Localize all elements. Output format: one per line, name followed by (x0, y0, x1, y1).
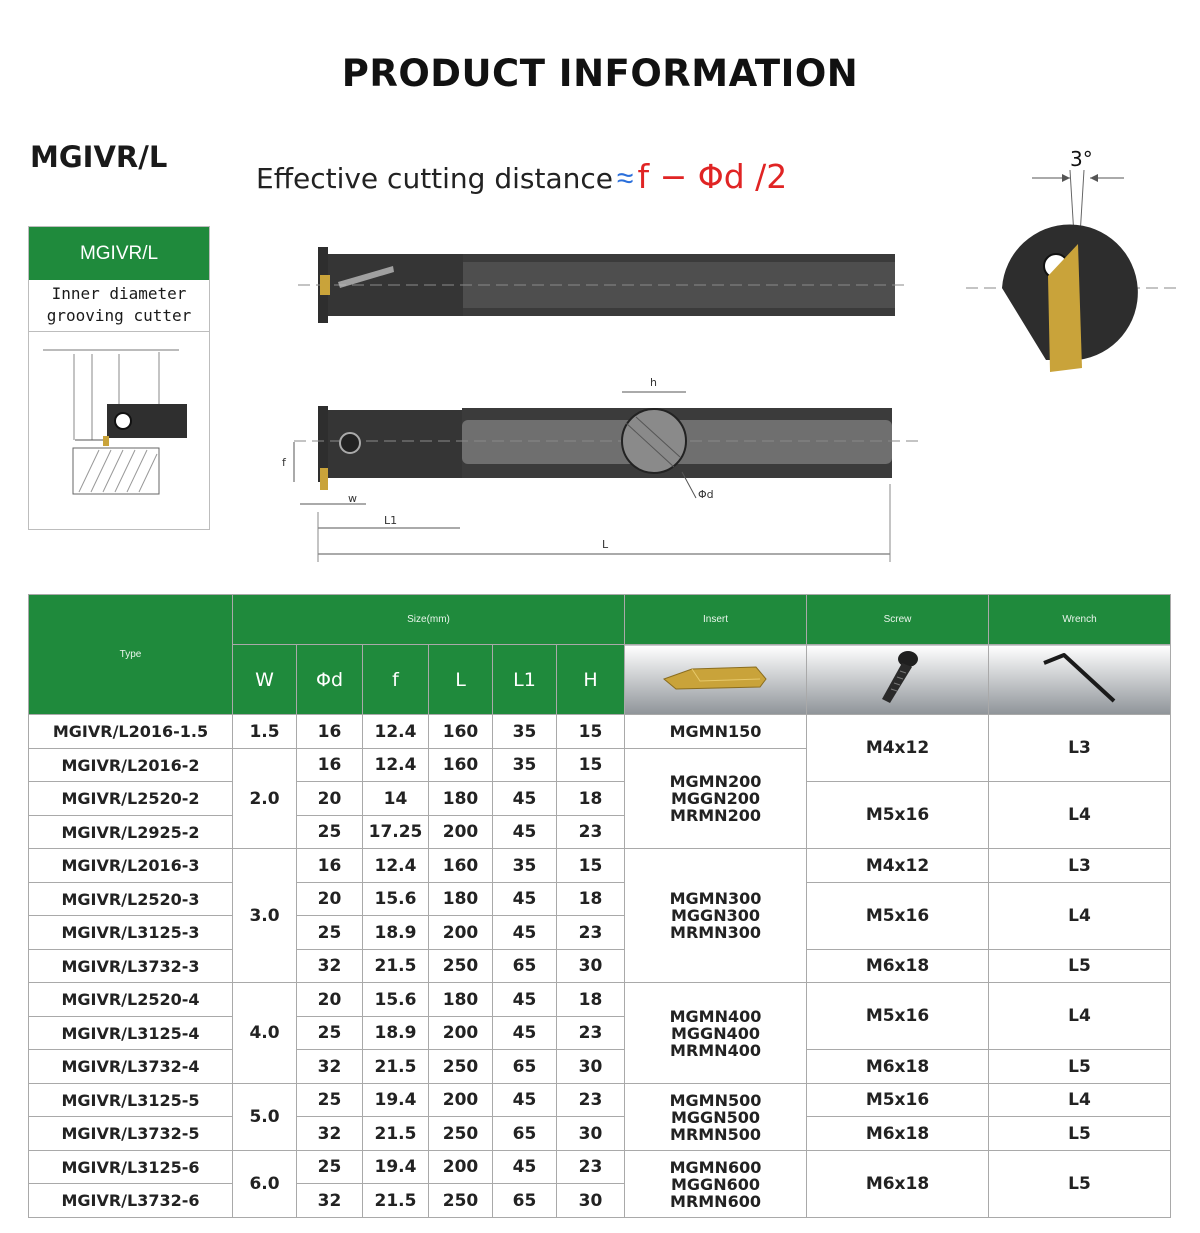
d-cell: 16 (297, 715, 363, 749)
h-cell: 15 (557, 749, 625, 782)
boring-illustration (29, 332, 209, 528)
table-row (29, 883, 1171, 916)
table-row (29, 983, 1171, 1017)
w-cell: 6.0 (233, 1151, 297, 1218)
h-cell: 18 (557, 782, 625, 816)
col-type-header: Type (29, 595, 233, 715)
wrench-cell: L4 (989, 983, 1171, 1050)
col-l-header: L (429, 645, 493, 715)
type-cell: MGIVR/L3125-5 (29, 1084, 233, 1117)
col-l1-header: L1 (493, 645, 557, 715)
d-cell: 25 (297, 916, 363, 950)
f-cell: 12.4 (363, 749, 429, 782)
l-cell: 200 (429, 816, 493, 849)
h-cell: 23 (557, 1084, 625, 1117)
insert-top (320, 275, 330, 295)
table-row (29, 950, 1171, 983)
l1-cell: 45 (493, 1017, 557, 1050)
cutting-distance-formula (256, 157, 787, 196)
h-cell: 30 (557, 1184, 625, 1218)
dim-l1-label: L1 (384, 514, 398, 527)
insert-cell (625, 849, 807, 983)
l-cell: 180 (429, 983, 493, 1017)
tool-end-view (966, 140, 1176, 380)
type-cell: MGIVR/L2016-3 (29, 849, 233, 883)
l-cell: 180 (429, 883, 493, 916)
h-cell: 23 (557, 916, 625, 950)
formula-text: Effective cutting distance (256, 162, 613, 195)
h-cell: 15 (557, 849, 625, 883)
l-cell: 200 (429, 1084, 493, 1117)
wrench-cell: L3 (989, 849, 1171, 883)
tool-type-card (28, 226, 210, 530)
l-cell: 250 (429, 1050, 493, 1084)
table-row (29, 1084, 1171, 1117)
h-cell: 23 (557, 1151, 625, 1184)
col-insert-header: Insert (625, 595, 807, 645)
insert-code: MRMN300 (670, 923, 761, 942)
d-cell: 16 (297, 849, 363, 883)
f-cell: 17.25 (363, 816, 429, 849)
d-cell: 32 (297, 950, 363, 983)
d-cell: 32 (297, 1050, 363, 1084)
w-cell: 1.5 (233, 715, 297, 749)
spec-table (28, 594, 1171, 1218)
col-d-header: Φd (297, 645, 363, 715)
insert-icon (656, 657, 776, 697)
wrench-cell: L4 (989, 1084, 1171, 1117)
l1-cell: 45 (493, 1151, 557, 1184)
insert-cell (625, 1084, 807, 1151)
insert-code: MRMN400 (670, 1040, 761, 1060)
type-cell: MGIVR/L2520-4 (29, 983, 233, 1017)
screw-cell: M5x16 (807, 1084, 989, 1117)
card-description (29, 280, 209, 332)
card-desc-line1: Inner diameter (51, 284, 187, 303)
l-cell: 200 (429, 1017, 493, 1050)
tool-top-view (298, 242, 910, 328)
wrench-icon (1030, 645, 1130, 709)
type-cell: MGIVR/L3125-3 (29, 916, 233, 950)
col-wrench-header: Wrench (989, 595, 1171, 645)
screw-cell: M4x12 (807, 715, 989, 782)
l1-cell: 35 (493, 849, 557, 883)
d-cell: 32 (297, 1184, 363, 1218)
dim-d-label: Φd (698, 488, 714, 501)
insert-code: MGMN500 (669, 1090, 762, 1110)
insert-cell (625, 1151, 807, 1218)
f-cell: 21.5 (363, 950, 429, 983)
col-screw-header: Screw (807, 595, 989, 645)
f-cell: 12.4 (363, 715, 429, 749)
l-cell: 180 (429, 782, 493, 816)
insert-code: MRMN600 (670, 1191, 761, 1211)
h-cell: 18 (557, 883, 625, 916)
d-cell: 25 (297, 816, 363, 849)
model-name: MGIVR/L (30, 140, 168, 174)
l1-cell: 45 (493, 816, 557, 849)
w-cell: 2.0 (233, 749, 297, 849)
type-cell: MGIVR/L3732-3 (29, 950, 233, 983)
screw-image-cell (807, 645, 989, 715)
l-cell: 200 (429, 916, 493, 950)
table-row (29, 849, 1171, 883)
f-cell: 21.5 (363, 1184, 429, 1218)
f-cell: 14 (363, 782, 429, 816)
l-cell: 160 (429, 715, 493, 749)
insert-image-cell (625, 645, 807, 715)
screw-cell: M5x16 (807, 782, 989, 849)
wrench-cell: L5 (989, 1050, 1171, 1084)
card-desc-line2: grooving cutter (46, 306, 192, 325)
w-cell: 3.0 (233, 849, 297, 983)
type-cell: MGIVR/L2016-2 (29, 749, 233, 782)
insert-cell (625, 749, 807, 849)
dim-l-label: L (602, 538, 609, 551)
type-cell: MGIVR/L2016-1.5 (29, 715, 233, 749)
table-row (29, 1050, 1171, 1084)
l1-cell: 65 (493, 1050, 557, 1084)
d-cell: 25 (297, 1151, 363, 1184)
l-cell: 250 (429, 950, 493, 983)
d-cell: 16 (297, 749, 363, 782)
wrench-image-cell (989, 645, 1171, 715)
type-cell: MGIVR/L3732-4 (29, 1050, 233, 1084)
insert-cell: MGMN150 (625, 715, 807, 749)
screw-cell: M6x18 (807, 950, 989, 983)
dim-w-label: w (348, 492, 357, 505)
l1-cell: 45 (493, 983, 557, 1017)
f-cell: 15.6 (363, 983, 429, 1017)
type-cell: MGIVR/L2520-2 (29, 782, 233, 816)
insert-code: MRMN500 (670, 1124, 761, 1144)
type-cell: MGIVR/L3125-6 (29, 1151, 233, 1184)
w-cell: 4.0 (233, 983, 297, 1084)
l-cell: 200 (429, 1151, 493, 1184)
l1-cell: 35 (493, 749, 557, 782)
h-cell: 23 (557, 1017, 625, 1050)
type-cell: MGIVR/L2520-3 (29, 883, 233, 916)
table-row (29, 1151, 1171, 1184)
f-cell: 18.9 (363, 1017, 429, 1050)
l-cell: 250 (429, 1117, 493, 1151)
h-cell: 23 (557, 816, 625, 849)
f-cell: 21.5 (363, 1117, 429, 1151)
f-cell: 19.4 (363, 1151, 429, 1184)
wrench-cell: L5 (989, 950, 1171, 983)
l1-cell: 65 (493, 950, 557, 983)
l1-cell: 65 (493, 1117, 557, 1151)
d-cell: 20 (297, 983, 363, 1017)
insert-code: MRMN200 (670, 806, 761, 825)
wrench-cell: L5 (989, 1117, 1171, 1151)
formula-expression: f − Φd /2 (637, 157, 788, 196)
screw-cell: M5x16 (807, 883, 989, 950)
insert-code: MGMN200 (669, 772, 762, 791)
f-cell: 12.4 (363, 849, 429, 883)
type-cell: MGIVR/L3732-6 (29, 1184, 233, 1218)
l-cell: 160 (429, 849, 493, 883)
w-cell: 5.0 (233, 1084, 297, 1151)
h-cell: 30 (557, 1117, 625, 1151)
wrench-cell: L5 (989, 1151, 1171, 1218)
table-row (29, 782, 1171, 816)
insert-code: MGMN400 (669, 1006, 762, 1026)
page-title: PRODUCT INFORMATION (341, 52, 859, 95)
insert-code: MGMN600 (669, 1157, 762, 1177)
h-cell: 30 (557, 1050, 625, 1084)
insert-code: MGGN300 (671, 906, 760, 925)
l-cell: 160 (429, 749, 493, 782)
col-h-header: H (557, 645, 625, 715)
insert-code: MGMN300 (669, 889, 762, 908)
d-cell: 20 (297, 883, 363, 916)
type-cell: MGIVR/L3125-4 (29, 1017, 233, 1050)
d-cell: 20 (297, 782, 363, 816)
h-cell: 18 (557, 983, 625, 1017)
insert-code: MGGN500 (671, 1107, 760, 1127)
f-cell: 15.6 (363, 883, 429, 916)
screw-cell: M6x18 (807, 1050, 989, 1084)
l1-cell: 35 (493, 715, 557, 749)
col-w-header: W (233, 645, 297, 715)
d-cell: 32 (297, 1117, 363, 1151)
card-header: MGIVR/L (29, 227, 209, 280)
type-cell: MGIVR/L2925-2 (29, 816, 233, 849)
screw-cell: M5x16 (807, 983, 989, 1050)
screw-cell: M6x18 (807, 1117, 989, 1151)
formula-approx-symbol: ≈ (617, 162, 634, 195)
l1-cell: 45 (493, 916, 557, 950)
f-cell: 19.4 (363, 1084, 429, 1117)
l1-cell: 45 (493, 782, 557, 816)
screw-cell: M4x12 (807, 849, 989, 883)
insert-cell (625, 983, 807, 1084)
size-group-header: Size(mm) (233, 595, 625, 645)
dim-h-label: h (650, 376, 657, 389)
wrench-cell: L4 (989, 782, 1171, 849)
screw-icon (868, 645, 928, 709)
wrench-cell: L3 (989, 715, 1171, 782)
wrench-cell: L4 (989, 883, 1171, 950)
l1-cell: 45 (493, 1084, 557, 1117)
insert-code: MGGN600 (671, 1174, 760, 1194)
h-cell: 15 (557, 715, 625, 749)
insert-code: MGGN200 (671, 789, 760, 808)
angle-label: 3° (1070, 147, 1093, 171)
dim-f-label: f (282, 456, 286, 469)
l1-cell: 65 (493, 1184, 557, 1218)
d-cell: 25 (297, 1017, 363, 1050)
table-row (29, 1117, 1171, 1151)
f-cell: 18.9 (363, 916, 429, 950)
f-cell: 21.5 (363, 1050, 429, 1084)
col-f-header: f (363, 645, 429, 715)
type-cell: MGIVR/L3732-5 (29, 1117, 233, 1151)
d-cell: 25 (297, 1084, 363, 1117)
l-cell: 250 (429, 1184, 493, 1218)
table-row (29, 715, 1171, 749)
screw-cell: M6x18 (807, 1151, 989, 1218)
tool-side-view (264, 372, 924, 567)
h-cell: 30 (557, 950, 625, 983)
l1-cell: 45 (493, 883, 557, 916)
insert-code: MGGN400 (671, 1023, 760, 1043)
